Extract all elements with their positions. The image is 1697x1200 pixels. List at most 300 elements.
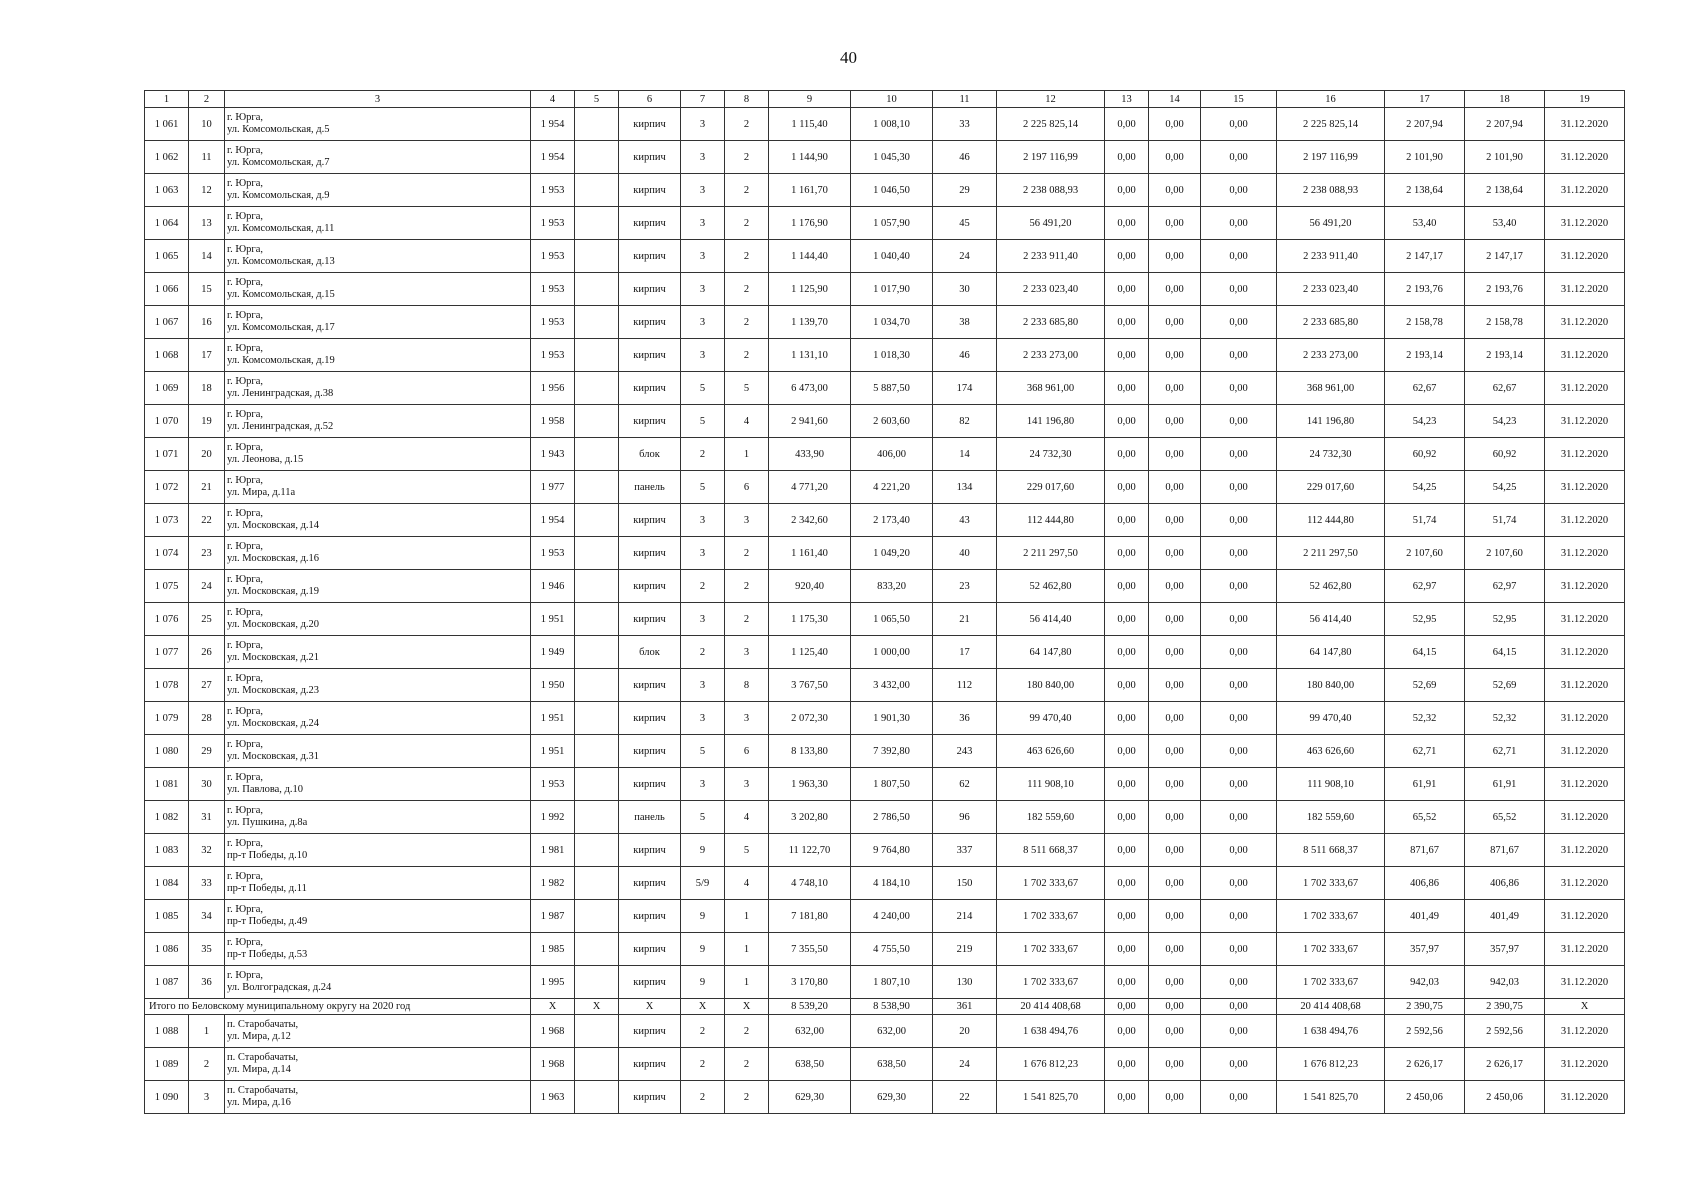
cell-col-9: 1 176,90 <box>769 207 851 240</box>
cell-col-18: 2 450,06 <box>1465 1081 1545 1114</box>
cell-col-10: 1 008,10 <box>851 108 933 141</box>
cell-col-15: 0,00 <box>1201 669 1277 702</box>
cell-col-19: 31.12.2020 <box>1545 1015 1625 1048</box>
cell-col-10: 1 018,30 <box>851 339 933 372</box>
cell-col-4: 1 958 <box>531 405 575 438</box>
column-header-19: 19 <box>1545 91 1625 108</box>
cell-col-9: 1 963,30 <box>769 768 851 801</box>
cell-col-13: 0,00 <box>1105 1015 1149 1048</box>
cell-col-10: 1 000,00 <box>851 636 933 669</box>
column-header-17: 17 <box>1385 91 1465 108</box>
cell-col-11: 20 <box>933 1015 997 1048</box>
cell-col-4: 1 995 <box>531 966 575 999</box>
address-cell <box>225 933 531 966</box>
address-cell <box>225 273 531 306</box>
table-row <box>145 933 1625 966</box>
cell-col-18: 2 138,64 <box>1465 174 1545 207</box>
cell-col-12: 24 732,30 <box>997 438 1105 471</box>
cell-col-1: 1 071 <box>145 438 189 471</box>
cell-col-5 <box>575 933 619 966</box>
address-street: ул. Московская, д.24 <box>227 718 320 729</box>
cell-col-10: 1 065,50 <box>851 603 933 636</box>
cell-col-14: 0,00 <box>1149 1015 1201 1048</box>
cell-col-1: 1 072 <box>145 471 189 504</box>
cell-col-13: 0,00 <box>1105 768 1149 801</box>
address-locality: г. Юрга, <box>227 145 264 156</box>
cell-col-18: 2 626,17 <box>1465 1048 1545 1081</box>
address-street: ул. Пушкина, д.8а <box>227 817 308 828</box>
cell-col-13: 0,00 <box>1105 867 1149 900</box>
table-row <box>145 735 1625 768</box>
cell-col-6: кирпич <box>619 768 681 801</box>
cell-col-19: 31.12.2020 <box>1545 702 1625 735</box>
address-street: ул. Леонова, д.15 <box>227 454 304 465</box>
total-label: Итого по Беловскому муниципальному округу на 2020 год <box>145 999 531 1015</box>
cell-col-10: 1 901,30 <box>851 702 933 735</box>
cell-col-8: 2 <box>725 174 769 207</box>
cell-col-10: 406,00 <box>851 438 933 471</box>
cell-col-1: 1 067 <box>145 306 189 339</box>
address-locality: п. Старобачаты, <box>227 1085 299 1096</box>
cell-col-11: 112 <box>933 669 997 702</box>
cell-col-4: 1 985 <box>531 933 575 966</box>
cell-col-12: 2 233 685,80 <box>997 306 1105 339</box>
cell-col-15: 0,00 <box>1201 636 1277 669</box>
cell-col-14: 0,00 <box>1149 768 1201 801</box>
cell-col-12: 2 225 825,14 <box>997 108 1105 141</box>
total-cell-col-8: X <box>725 999 769 1015</box>
cell-col-6: кирпич <box>619 141 681 174</box>
cell-col-15: 0,00 <box>1201 108 1277 141</box>
cell-col-4: 1 953 <box>531 306 575 339</box>
cell-col-11: 22 <box>933 1081 997 1114</box>
cell-col-1: 1 080 <box>145 735 189 768</box>
cell-col-7: 3 <box>681 273 725 306</box>
cell-col-19: 31.12.2020 <box>1545 1048 1625 1081</box>
cell-col-6: кирпич <box>619 339 681 372</box>
cell-col-6: кирпич <box>619 306 681 339</box>
cell-col-12: 2 197 116,99 <box>997 141 1105 174</box>
cell-col-8: 1 <box>725 900 769 933</box>
cell-col-5 <box>575 339 619 372</box>
cell-col-1: 1 068 <box>145 339 189 372</box>
cell-col-8: 2 <box>725 1015 769 1048</box>
cell-col-5 <box>575 735 619 768</box>
address-locality: г. Юрга, <box>227 178 264 189</box>
cell-col-16: 180 840,00 <box>1277 669 1385 702</box>
cell-col-1: 1 081 <box>145 768 189 801</box>
cell-col-11: 46 <box>933 141 997 174</box>
cell-col-18: 2 158,78 <box>1465 306 1545 339</box>
cell-col-17: 62,71 <box>1385 735 1465 768</box>
cell-col-9: 4 748,10 <box>769 867 851 900</box>
cell-col-14: 0,00 <box>1149 471 1201 504</box>
cell-col-19: 31.12.2020 <box>1545 306 1625 339</box>
cell-col-13: 0,00 <box>1105 240 1149 273</box>
cell-col-2: 10 <box>189 108 225 141</box>
cell-col-1: 1 070 <box>145 405 189 438</box>
cell-col-12: 180 840,00 <box>997 669 1105 702</box>
address-street: ул. Московская, д.23 <box>227 685 320 696</box>
column-header-16: 16 <box>1277 91 1385 108</box>
cell-col-13: 0,00 <box>1105 504 1149 537</box>
cell-col-1: 1 063 <box>145 174 189 207</box>
cell-col-17: 2 207,94 <box>1385 108 1465 141</box>
cell-col-17: 2 626,17 <box>1385 1048 1465 1081</box>
cell-col-7: 9 <box>681 933 725 966</box>
cell-col-5 <box>575 702 619 735</box>
cell-col-17: 871,67 <box>1385 834 1465 867</box>
cell-col-10: 638,50 <box>851 1048 933 1081</box>
cell-col-4: 1 954 <box>531 141 575 174</box>
cell-col-17: 2 158,78 <box>1385 306 1465 339</box>
cell-col-12: 141 196,80 <box>997 405 1105 438</box>
total-cell-col-13: 0,00 <box>1105 999 1149 1015</box>
cell-col-7: 9 <box>681 834 725 867</box>
cell-col-17: 2 193,14 <box>1385 339 1465 372</box>
address-locality: г. Юрга, <box>227 706 264 717</box>
cell-col-4: 1 987 <box>531 900 575 933</box>
cell-col-7: 3 <box>681 306 725 339</box>
cell-col-11: 24 <box>933 1048 997 1081</box>
address-cell <box>225 702 531 735</box>
column-header-3: 3 <box>225 91 531 108</box>
cell-col-6: кирпич <box>619 735 681 768</box>
cell-col-12: 56 491,20 <box>997 207 1105 240</box>
cell-col-19: 31.12.2020 <box>1545 834 1625 867</box>
cell-col-14: 0,00 <box>1149 603 1201 636</box>
cell-col-9: 1 144,90 <box>769 141 851 174</box>
cell-col-10: 1 017,90 <box>851 273 933 306</box>
cell-col-12: 1 702 333,67 <box>997 933 1105 966</box>
cell-col-12: 1 702 333,67 <box>997 900 1105 933</box>
cell-col-9: 3 170,80 <box>769 966 851 999</box>
column-header-1: 1 <box>145 91 189 108</box>
cell-col-4: 1 953 <box>531 768 575 801</box>
column-header-18: 18 <box>1465 91 1545 108</box>
cell-col-13: 0,00 <box>1105 603 1149 636</box>
cell-col-6: панель <box>619 801 681 834</box>
total-cell-col-6: X <box>619 999 681 1015</box>
address-cell <box>225 141 531 174</box>
cell-col-15: 0,00 <box>1201 537 1277 570</box>
address-cell <box>225 1015 531 1048</box>
cell-col-8: 1 <box>725 966 769 999</box>
cell-col-5 <box>575 834 619 867</box>
table-row <box>145 405 1625 438</box>
cell-col-15: 0,00 <box>1201 735 1277 768</box>
table-row <box>145 1015 1625 1048</box>
cell-col-13: 0,00 <box>1105 834 1149 867</box>
cell-col-18: 2 207,94 <box>1465 108 1545 141</box>
address-street: ул. Мира, д.14 <box>227 1064 291 1075</box>
cell-col-8: 2 <box>725 537 769 570</box>
cell-col-6: кирпич <box>619 966 681 999</box>
cell-col-16: 112 444,80 <box>1277 504 1385 537</box>
cell-col-8: 3 <box>725 768 769 801</box>
cell-col-12: 2 233 911,40 <box>997 240 1105 273</box>
address-street: ул. Московская, д.14 <box>227 520 320 531</box>
cell-col-1: 1 064 <box>145 207 189 240</box>
cell-col-18: 54,25 <box>1465 471 1545 504</box>
address-locality: г. Юрга, <box>227 838 264 849</box>
table-row <box>145 273 1625 306</box>
cell-col-17: 52,32 <box>1385 702 1465 735</box>
cell-col-19: 31.12.2020 <box>1545 603 1625 636</box>
address-cell <box>225 174 531 207</box>
address-cell <box>225 669 531 702</box>
address-locality: г. Юрга, <box>227 739 264 750</box>
cell-col-17: 2 147,17 <box>1385 240 1465 273</box>
cell-col-6: кирпич <box>619 867 681 900</box>
cell-col-8: 4 <box>725 867 769 900</box>
cell-col-18: 54,23 <box>1465 405 1545 438</box>
cell-col-4: 1 954 <box>531 504 575 537</box>
cell-col-6: блок <box>619 636 681 669</box>
cell-col-5 <box>575 504 619 537</box>
cell-col-17: 52,95 <box>1385 603 1465 636</box>
cell-col-10: 3 432,00 <box>851 669 933 702</box>
cell-col-13: 0,00 <box>1105 273 1149 306</box>
cell-col-10: 7 392,80 <box>851 735 933 768</box>
cell-col-18: 64,15 <box>1465 636 1545 669</box>
table-row <box>145 669 1625 702</box>
address-locality: г. Юрга, <box>227 409 264 420</box>
cell-col-7: 2 <box>681 570 725 603</box>
cell-col-1: 1 090 <box>145 1081 189 1114</box>
address-cell <box>225 504 531 537</box>
cell-col-15: 0,00 <box>1201 174 1277 207</box>
address-street: ул. Московская, д.20 <box>227 619 320 630</box>
table-row <box>145 966 1625 999</box>
address-cell <box>225 471 531 504</box>
cell-col-11: 38 <box>933 306 997 339</box>
cell-col-1: 1 078 <box>145 669 189 702</box>
cell-col-6: кирпич <box>619 405 681 438</box>
cell-col-10: 2 786,50 <box>851 801 933 834</box>
table-row <box>145 834 1625 867</box>
cell-col-8: 3 <box>725 636 769 669</box>
cell-col-9: 1 144,40 <box>769 240 851 273</box>
address-cell <box>225 405 531 438</box>
cell-col-2: 13 <box>189 207 225 240</box>
cell-col-18: 51,74 <box>1465 504 1545 537</box>
cell-col-15: 0,00 <box>1201 471 1277 504</box>
cell-col-2: 34 <box>189 900 225 933</box>
cell-col-18: 53,40 <box>1465 207 1545 240</box>
column-header-7: 7 <box>681 91 725 108</box>
cell-col-8: 8 <box>725 669 769 702</box>
cell-col-16: 2 225 825,14 <box>1277 108 1385 141</box>
cell-col-13: 0,00 <box>1105 801 1149 834</box>
cell-col-7: 3 <box>681 669 725 702</box>
cell-col-15: 0,00 <box>1201 207 1277 240</box>
cell-col-6: кирпич <box>619 603 681 636</box>
cell-col-5 <box>575 669 619 702</box>
cell-col-2: 26 <box>189 636 225 669</box>
address-locality: г. Юрга, <box>227 904 264 915</box>
cell-col-14: 0,00 <box>1149 933 1201 966</box>
address-cell <box>225 537 531 570</box>
cell-col-19: 31.12.2020 <box>1545 900 1625 933</box>
total-cell-col-4: X <box>531 999 575 1015</box>
column-header-9: 9 <box>769 91 851 108</box>
cell-col-18: 62,67 <box>1465 372 1545 405</box>
cell-col-14: 0,00 <box>1149 900 1201 933</box>
cell-col-9: 1 175,30 <box>769 603 851 636</box>
cell-col-18: 2 193,14 <box>1465 339 1545 372</box>
total-cell-col-17: 2 390,75 <box>1385 999 1465 1015</box>
cell-col-6: кирпич <box>619 570 681 603</box>
cell-col-6: кирпич <box>619 108 681 141</box>
table-row <box>145 570 1625 603</box>
address-street: ул. Мира, д.12 <box>227 1031 291 1042</box>
cell-col-15: 0,00 <box>1201 306 1277 339</box>
table-row <box>145 504 1625 537</box>
cell-col-2: 28 <box>189 702 225 735</box>
cell-col-16: 2 233 023,40 <box>1277 273 1385 306</box>
cell-col-14: 0,00 <box>1149 240 1201 273</box>
cell-col-10: 4 221,20 <box>851 471 933 504</box>
cell-col-2: 17 <box>189 339 225 372</box>
cell-col-5 <box>575 273 619 306</box>
cell-col-7: 3 <box>681 339 725 372</box>
cell-col-14: 0,00 <box>1149 174 1201 207</box>
cell-col-12: 182 559,60 <box>997 801 1105 834</box>
address-locality: г. Юрга, <box>227 871 264 882</box>
cell-col-7: 3 <box>681 504 725 537</box>
cell-col-12: 463 626,60 <box>997 735 1105 768</box>
cell-col-10: 4 240,00 <box>851 900 933 933</box>
cell-col-16: 1 638 494,76 <box>1277 1015 1385 1048</box>
cell-col-15: 0,00 <box>1201 768 1277 801</box>
cell-col-1: 1 066 <box>145 273 189 306</box>
cell-col-9: 632,00 <box>769 1015 851 1048</box>
cell-col-14: 0,00 <box>1149 372 1201 405</box>
cell-col-11: 43 <box>933 504 997 537</box>
address-cell <box>225 1048 531 1081</box>
cell-col-12: 56 414,40 <box>997 603 1105 636</box>
cell-col-14: 0,00 <box>1149 438 1201 471</box>
cell-col-1: 1 086 <box>145 933 189 966</box>
table-row <box>145 339 1625 372</box>
cell-col-13: 0,00 <box>1105 141 1149 174</box>
cell-col-19: 31.12.2020 <box>1545 570 1625 603</box>
cell-col-11: 46 <box>933 339 997 372</box>
address-cell <box>225 306 531 339</box>
cell-col-11: 14 <box>933 438 997 471</box>
cell-col-2: 24 <box>189 570 225 603</box>
cell-col-8: 2 <box>725 273 769 306</box>
cell-col-13: 0,00 <box>1105 933 1149 966</box>
cell-col-18: 2 592,56 <box>1465 1015 1545 1048</box>
address-locality: г. Юрга, <box>227 574 264 585</box>
address-locality: г. Юрга, <box>227 937 264 948</box>
cell-col-1: 1 088 <box>145 1015 189 1048</box>
cell-col-14: 0,00 <box>1149 405 1201 438</box>
cell-col-9: 1 125,90 <box>769 273 851 306</box>
cell-col-13: 0,00 <box>1105 669 1149 702</box>
cell-col-6: кирпич <box>619 372 681 405</box>
column-header-8: 8 <box>725 91 769 108</box>
cell-col-17: 54,23 <box>1385 405 1465 438</box>
cell-col-16: 1 702 333,67 <box>1277 933 1385 966</box>
cell-col-16: 1 702 333,67 <box>1277 867 1385 900</box>
cell-col-10: 1 807,50 <box>851 768 933 801</box>
address-street: ул. Комсомольская, д.11 <box>227 223 335 234</box>
cell-col-17: 2 101,90 <box>1385 141 1465 174</box>
cell-col-7: 2 <box>681 438 725 471</box>
cell-col-19: 31.12.2020 <box>1545 438 1625 471</box>
cell-col-9: 1 161,70 <box>769 174 851 207</box>
cell-col-1: 1 082 <box>145 801 189 834</box>
address-street: пр-т Победы, д.49 <box>227 916 308 927</box>
total-cell-col-18: 2 390,75 <box>1465 999 1545 1015</box>
cell-col-13: 0,00 <box>1105 702 1149 735</box>
cell-col-10: 1 034,70 <box>851 306 933 339</box>
cell-col-11: 45 <box>933 207 997 240</box>
cell-col-7: 3 <box>681 174 725 207</box>
cell-col-6: кирпич <box>619 834 681 867</box>
cell-col-12: 1 702 333,67 <box>997 966 1105 999</box>
table-row <box>145 141 1625 174</box>
cell-col-4: 1 951 <box>531 702 575 735</box>
cell-col-14: 0,00 <box>1149 801 1201 834</box>
cell-col-17: 406,86 <box>1385 867 1465 900</box>
cell-col-12: 52 462,80 <box>997 570 1105 603</box>
cell-col-7: 5/9 <box>681 867 725 900</box>
cell-col-18: 2 147,17 <box>1465 240 1545 273</box>
cell-col-10: 1 045,30 <box>851 141 933 174</box>
cell-col-19: 31.12.2020 <box>1545 273 1625 306</box>
cell-col-10: 833,20 <box>851 570 933 603</box>
cell-col-9: 920,40 <box>769 570 851 603</box>
cell-col-6: кирпич <box>619 240 681 273</box>
cell-col-8: 2 <box>725 570 769 603</box>
cell-col-2: 12 <box>189 174 225 207</box>
cell-col-17: 52,69 <box>1385 669 1465 702</box>
column-header-5: 5 <box>575 91 619 108</box>
address-street: ул. Комсомольская, д.13 <box>227 256 335 267</box>
cell-col-19: 31.12.2020 <box>1545 405 1625 438</box>
total-row <box>145 999 1625 1015</box>
cell-col-10: 1 057,90 <box>851 207 933 240</box>
cell-col-1: 1 083 <box>145 834 189 867</box>
cell-col-6: кирпич <box>619 669 681 702</box>
cell-col-16: 24 732,30 <box>1277 438 1385 471</box>
cell-col-5 <box>575 900 619 933</box>
cell-col-16: 368 961,00 <box>1277 372 1385 405</box>
cell-col-12: 229 017,60 <box>997 471 1105 504</box>
address-street: ул. Московская, д.19 <box>227 586 320 597</box>
cell-col-7: 3 <box>681 141 725 174</box>
address-street: ул. Комсомольская, д.15 <box>227 289 335 300</box>
cell-col-19: 31.12.2020 <box>1545 735 1625 768</box>
table-body <box>145 108 1625 1114</box>
cell-col-19: 31.12.2020 <box>1545 801 1625 834</box>
cell-col-4: 1 953 <box>531 174 575 207</box>
cell-col-5 <box>575 537 619 570</box>
cell-col-4: 1 968 <box>531 1015 575 1048</box>
cell-col-16: 2 233 273,00 <box>1277 339 1385 372</box>
address-locality: г. Юрга, <box>227 277 264 288</box>
cell-col-8: 2 <box>725 207 769 240</box>
address-cell <box>225 570 531 603</box>
cell-col-8: 2 <box>725 141 769 174</box>
cell-col-6: кирпич <box>619 174 681 207</box>
cell-col-10: 1 040,40 <box>851 240 933 273</box>
cell-col-15: 0,00 <box>1201 438 1277 471</box>
